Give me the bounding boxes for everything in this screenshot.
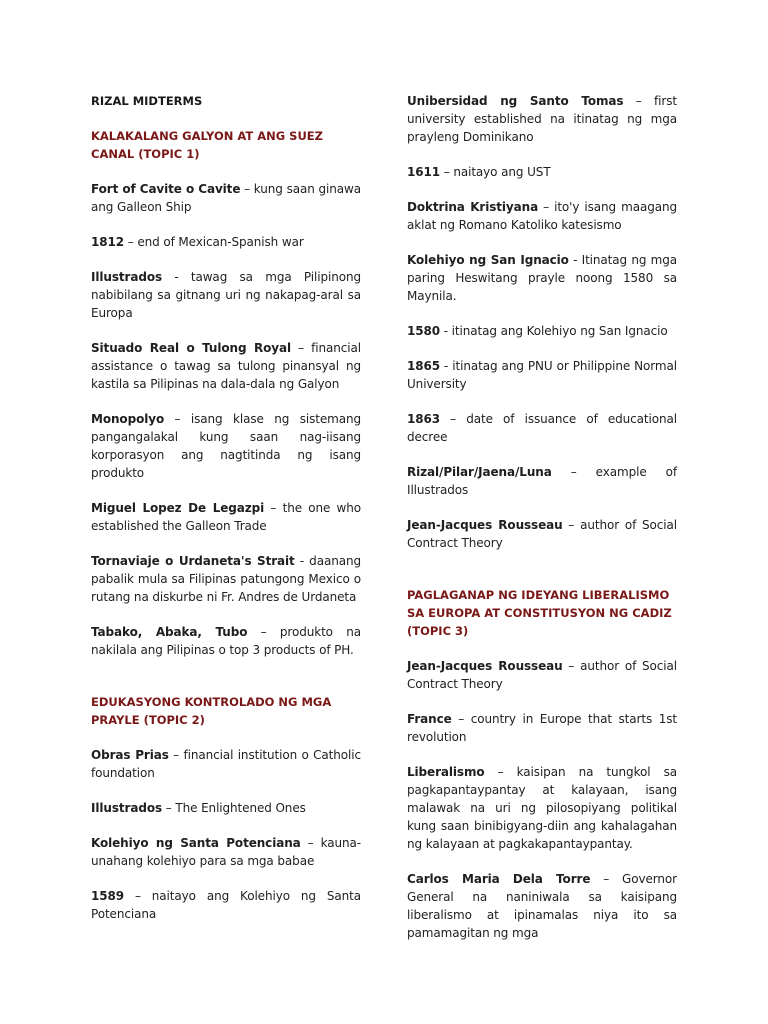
term-definition: – ito'y isang maagang aklat ng Romano Katoliko katesismo [407, 200, 677, 232]
term-definition: – kung saan ginawa ang Galleon Ship [91, 182, 361, 214]
term-definition: – financial institution o Catholic foundation [91, 748, 362, 780]
term-label: Obras Prias [91, 748, 169, 762]
term-label: 1580 [407, 324, 440, 338]
term-entry [407, 516, 677, 552]
term-definition: – Governor General na naniniwala sa kaisipang liberalismo at ipinamalas niya ito sa pamamagitan ng mga [407, 872, 677, 940]
term-definition: – country in Europe that starts 1st revolution [407, 712, 677, 744]
term-label: Fort of Cavite o Cavite [91, 182, 241, 196]
term-definition: – The Enlightened Ones [162, 801, 306, 815]
term-entry [407, 710, 677, 746]
term-entry [91, 746, 361, 782]
term-entry [407, 763, 677, 853]
term-label: Monopolyo [91, 412, 165, 426]
term-definition: – date of issuance of educational decree [407, 412, 677, 444]
term-entry [407, 410, 677, 446]
section-heading: PAGLAGANAP NG IDEYANG LIBERALISMO SA EUROPA AT CONSTITUSYON NG CADIZ (TOPIC 3) [407, 588, 672, 638]
term-label: Kolehiyo ng San Ignacio [407, 253, 569, 267]
term-label: Illustrados [91, 270, 163, 284]
term-label: France [407, 712, 452, 726]
term-definition: – kaisipan na tungkol sa pagkapantaypantay at kalayaan, isang malawak na uri ng pilosopiyang politikal kung saan binibigyang-diin ang kahalagahan ng kalayaan at pagkakapantaypantay. [407, 765, 677, 851]
term-label: Situado Real o Tulong Royal [91, 341, 291, 355]
term-definition: – naitayo ang UST [440, 165, 551, 179]
term-entry [91, 233, 361, 251]
section-heading: EDUKASYONG KONTROLADO NG MGA PRAYLE (TOPIC 2) [91, 695, 332, 727]
term-definition: – author of Social Contract Theory [407, 518, 677, 550]
term-definition: – produkto na nakilala ang Pilipinas o top 3 products of PH. [91, 625, 361, 657]
term-entry [407, 322, 677, 340]
term-label: 1812 [91, 235, 124, 249]
term-label: Jean-Jacques Rousseau [407, 518, 563, 532]
term-definition: - daanang pabalik mula sa Filipinas patungong Mexico o rutang na diskurbe ni Fr. Andres de Urdaneta [91, 554, 361, 604]
term-entry [407, 251, 677, 305]
term-label: Kolehiyo ng Santa Potenciana [91, 836, 301, 850]
term-label: Illustrados [91, 801, 163, 815]
term-entry [91, 410, 361, 482]
term-label: 1863 [407, 412, 440, 426]
term-definition: - Itinatag ng mga paring Heswitang prayle noong 1580 sa Maynila. [407, 253, 678, 303]
term-definition: - itinatag ang Kolehiyo ng San Ignacio [440, 324, 668, 338]
term-label: Tornaviaje o Urdaneta's Strait [91, 554, 295, 568]
term-label: Doktrina Kristiyana [407, 200, 539, 214]
term-entry [91, 799, 361, 817]
term-definition: - itinatag ang PNU or Philippine Normal University [407, 359, 677, 391]
term-label: Miguel Lopez De Legazpi [91, 501, 265, 515]
term-entry [91, 268, 361, 322]
term-entry [407, 357, 677, 393]
term-entry [407, 870, 677, 942]
term-label: Tabako, Abaka, Tubo [91, 625, 248, 639]
term-entry [91, 887, 361, 923]
term-entry [91, 339, 361, 393]
term-definition: – the one who established the Galleon Trade [91, 501, 361, 533]
term-definition: – author of Social Contract Theory [407, 659, 677, 691]
term-entry [91, 180, 361, 216]
term-label: 1865 [407, 359, 440, 373]
term-definition: – isang klase ng sistemang pangangalakal kung saan nag-iisang korporasyon ang nagtitinda ng isang produkto [91, 412, 361, 480]
right-column [407, 92, 677, 959]
term-label: Liberalismo [407, 765, 485, 779]
term-definition: – end of Mexican-Spanish war [124, 235, 304, 249]
left-column [91, 92, 361, 940]
term-label: Rizal/Pilar/Jaena/Luna [407, 465, 552, 479]
page-title: RIZAL MIDTERMS [91, 94, 203, 108]
term-entry [407, 198, 677, 234]
term-entry [91, 834, 361, 870]
term-definition: – kauna-unahang kolehiyo para sa mga babae [91, 836, 361, 868]
term-label: Carlos Maria Dela Torre [407, 872, 591, 886]
term-definition: - tawag sa mga Pilipinong nabibilang sa gitnang uri ng nakapag-aral sa Europa [91, 270, 361, 320]
term-definition: – example of Illustrados [407, 465, 677, 497]
term-label: Jean-Jacques Rousseau [407, 659, 563, 673]
term-entry [91, 552, 361, 606]
term-entry [407, 163, 677, 181]
term-label: Unibersidad ng Santo Tomas [407, 94, 624, 108]
term-definition: – financial assistance o tawag sa tulong pinansyal ng kastila sa Pilipinas na dala-dala ng Galyon [91, 341, 362, 391]
term-entry [91, 623, 361, 659]
term-definition: – first university established na itinatag ng mga prayleng Dominikano [407, 94, 677, 144]
term-label: 1611 [407, 165, 440, 179]
term-label: 1589 [91, 889, 124, 903]
term-entry [407, 92, 677, 146]
term-entry [407, 657, 677, 693]
term-entry [407, 463, 677, 499]
term-entry [91, 499, 361, 535]
section-heading: KALAKALANG GALYON AT ANG SUEZ CANAL (TOPIC 1) [91, 129, 323, 161]
term-definition: – naitayo ang Kolehiyo ng Santa Potenciana [91, 889, 361, 921]
